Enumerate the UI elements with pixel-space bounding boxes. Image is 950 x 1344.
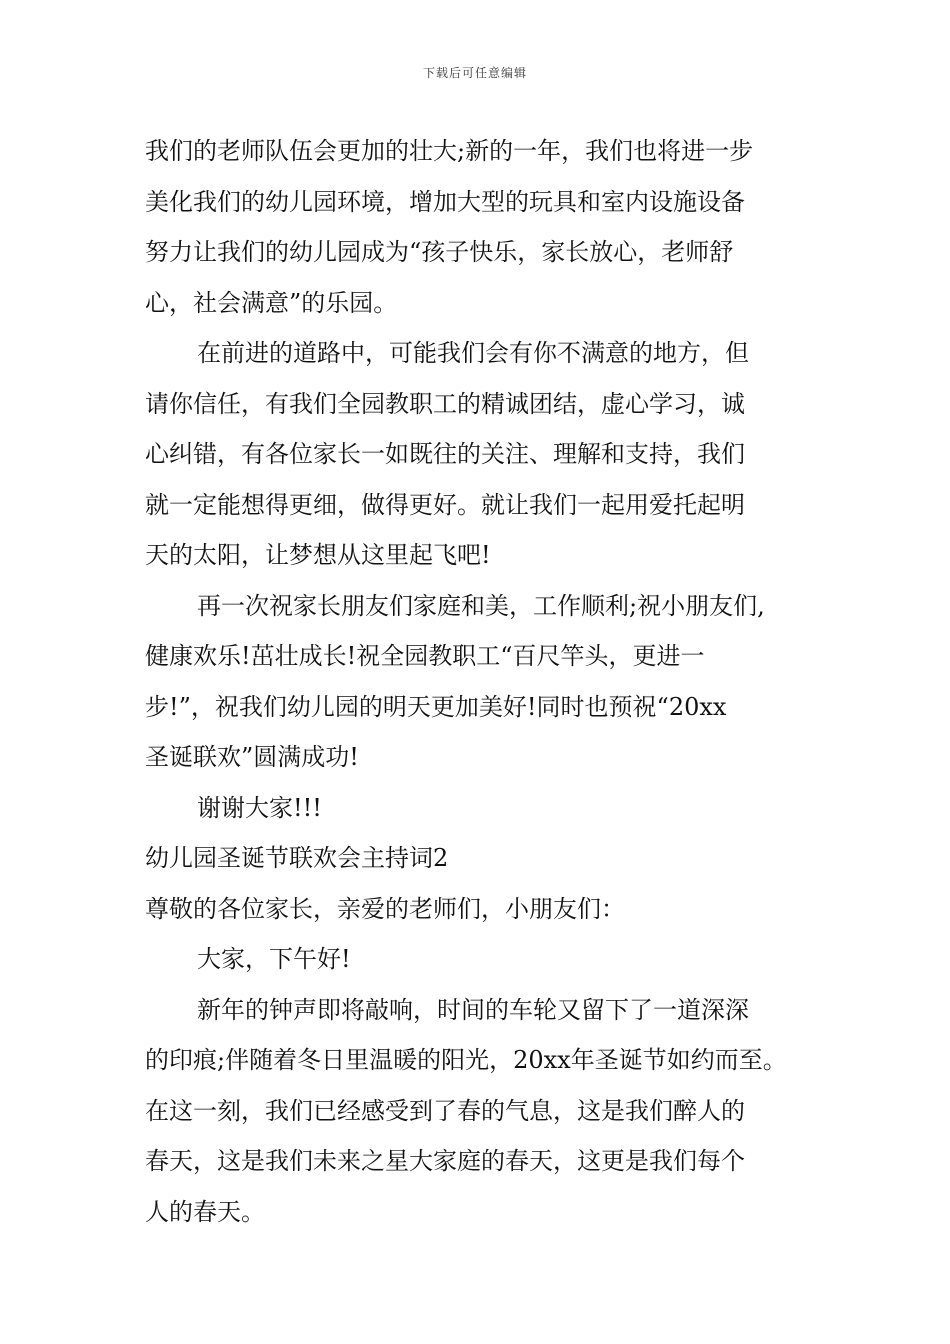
text-line: 心，社会满意”的乐园。 (145, 288, 398, 317)
page-header-note: 下载后可任意编辑 (422, 66, 527, 80)
text-line: 努力让我们的幼儿园成为“孩子快乐，家长放心，老师舒 (145, 238, 734, 266)
paragraph-start-line: 在前进的道路中，可能我们会有你不满意的地方，但 (197, 339, 749, 367)
text-line: 心纠错，有各位家长一如既往的关注、理解和支持，我们 (145, 440, 745, 468)
paragraph-start-line: 再一次祝家长朋友们家庭和美，工作顺利;祝小朋友们, (197, 591, 765, 620)
closing-thanks-line: 谢谢大家!!! (197, 793, 322, 822)
text-line: 美化我们的幼儿园环境，增加大型的玩具和室内设施设备 (145, 187, 745, 216)
text-line: 请你信任，有我们全园教职工的精诚团结，虚心学习，诚 (145, 389, 745, 418)
text-line: 在这一刻，我们已经感受到了春的气息，这是我们醉人的 (145, 1096, 745, 1125)
section-title: 幼儿园圣诞节联欢会主持词2 (145, 844, 449, 872)
text-line: 我们的老师队伍会更加的壮大;新的一年，我们也将进一步 (145, 137, 754, 165)
paragraph-start-line: 新年的钟声即将敲响，时间的车轮又留下了一道深深 (197, 995, 749, 1024)
text-line: 的印痕;伴随着冬日里温暖的阳光，20xx年圣诞节如约而至。 (145, 1046, 787, 1074)
greeting-line: 大家，下午好! (197, 945, 351, 973)
text-line: 步!”，祝我们幼儿园的明天更加美好!同时也预祝“20xx (145, 692, 727, 721)
document-body (145, 126, 825, 1237)
text-line: 天的太阳，让梦想从这里起飞吧! (145, 541, 491, 569)
text-line: 健康欢乐!茁壮成长!祝全园教职工“百尺竿头，更进一 (145, 642, 705, 670)
salutation-line: 尊敬的各位家长，亲爱的老师们，小朋友们： (145, 894, 625, 923)
text-line: 人的春天。 (145, 1197, 265, 1226)
text-line: 圣诞联欢”圆满成功! (145, 743, 359, 771)
text-line: 春天，这是我们未来之星大家庭的春天，这更是我们每个 (145, 1147, 745, 1175)
text-line: 就一定能想得更细，做得更好。就让我们一起用爱托起明 (145, 490, 745, 519)
